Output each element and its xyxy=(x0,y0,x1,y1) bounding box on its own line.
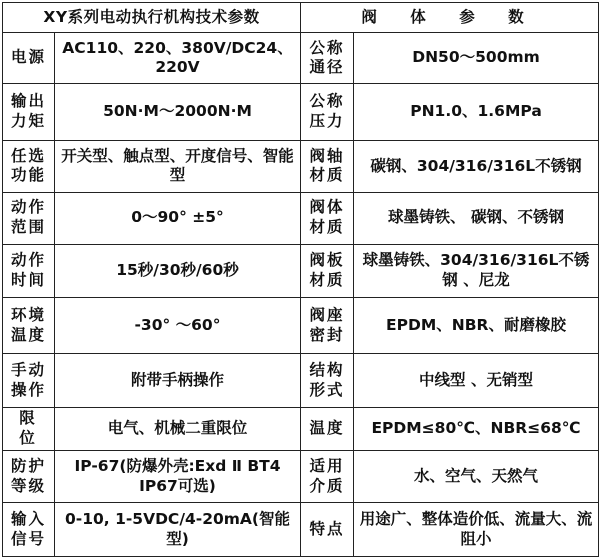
row-label-2: 阀体材质 xyxy=(301,192,354,244)
row-label-2: 阀轴材质 xyxy=(301,141,354,193)
row-value-2: DN50～500mm xyxy=(354,33,599,84)
table-row xyxy=(3,354,599,408)
row-label: 动作时间 xyxy=(3,244,55,298)
row-value-2: PN1.0、1.6MPa xyxy=(354,84,599,141)
row-value: 0-10, 1-5VDC/4-20mA(智能型) xyxy=(55,503,301,557)
row-value-2: 球墨铸铁、 碳钢、不锈钢 xyxy=(354,192,599,244)
row-label: 动作范围 xyxy=(3,192,55,244)
row-value-2: 水、空气、天然气 xyxy=(354,451,599,503)
row-label: 电源 xyxy=(3,33,55,84)
row-label: 防护等级 xyxy=(3,451,55,503)
valve-body-params-title: 阀 体 参 数 xyxy=(301,3,599,33)
row-value: 附带手柄操作 xyxy=(55,354,301,408)
row-value: 电气、机械二重限位 xyxy=(55,408,301,451)
row-label: 输入信号 xyxy=(3,503,55,557)
actuator-params-title: XY系列电动执行机构技术参数 xyxy=(3,3,301,33)
table-row xyxy=(3,244,599,298)
row-label-2: 阀座密封 xyxy=(301,298,354,354)
spec-sheet xyxy=(2,2,598,557)
row-value: AC110、220、380V/DC24、220V xyxy=(55,33,301,84)
row-value-2: 碳钢、304/316/316L不锈钢 xyxy=(354,141,599,193)
row-value-2: 用途广、整体造价低、流量大、流阻小 xyxy=(354,503,599,557)
row-value: 开关型、触点型、开度信号、智能型 xyxy=(55,141,301,193)
table-row xyxy=(3,141,599,193)
table-row xyxy=(3,503,599,557)
row-value: 0～90° ±5° xyxy=(55,192,301,244)
row-value-2: EPDM、NBR、耐磨橡胶 xyxy=(354,298,599,354)
row-label: 手动操作 xyxy=(3,354,55,408)
row-value: IP-67(防爆外壳:Exd Ⅱ BT4 IP67可选) xyxy=(55,451,301,503)
table-row xyxy=(3,298,599,354)
row-label: 限 位 xyxy=(3,408,55,451)
row-label-2: 适用介质 xyxy=(301,451,354,503)
row-value-2: EPDM≤80℃、NBR≤68℃ xyxy=(354,408,599,451)
row-label-2: 特点 xyxy=(301,503,354,557)
row-label-2: 阀板材质 xyxy=(301,244,354,298)
table-header-row xyxy=(3,3,599,33)
table-row xyxy=(3,33,599,84)
row-value-2: 球墨铸铁、304/316/316L不锈钢 、尼龙 xyxy=(354,244,599,298)
row-label: 环境温度 xyxy=(3,298,55,354)
row-value: 15秒/30秒/60秒 xyxy=(55,244,301,298)
table-row xyxy=(3,451,599,503)
row-label-2: 结构形式 xyxy=(301,354,354,408)
table-row xyxy=(3,84,599,141)
table-row xyxy=(3,408,599,451)
row-label: 输出力矩 xyxy=(3,84,55,141)
row-label: 任选功能 xyxy=(3,141,55,193)
table-row xyxy=(3,192,599,244)
row-label-2: 温度 xyxy=(301,408,354,451)
row-value: 50N·M～2000N·M xyxy=(55,84,301,141)
row-label-2: 公称压力 xyxy=(301,84,354,141)
row-label-2: 公称通径 xyxy=(301,33,354,84)
row-value: -30° ～60° xyxy=(55,298,301,354)
row-value-2: 中线型 、无销型 xyxy=(354,354,599,408)
spec-table xyxy=(2,2,599,557)
